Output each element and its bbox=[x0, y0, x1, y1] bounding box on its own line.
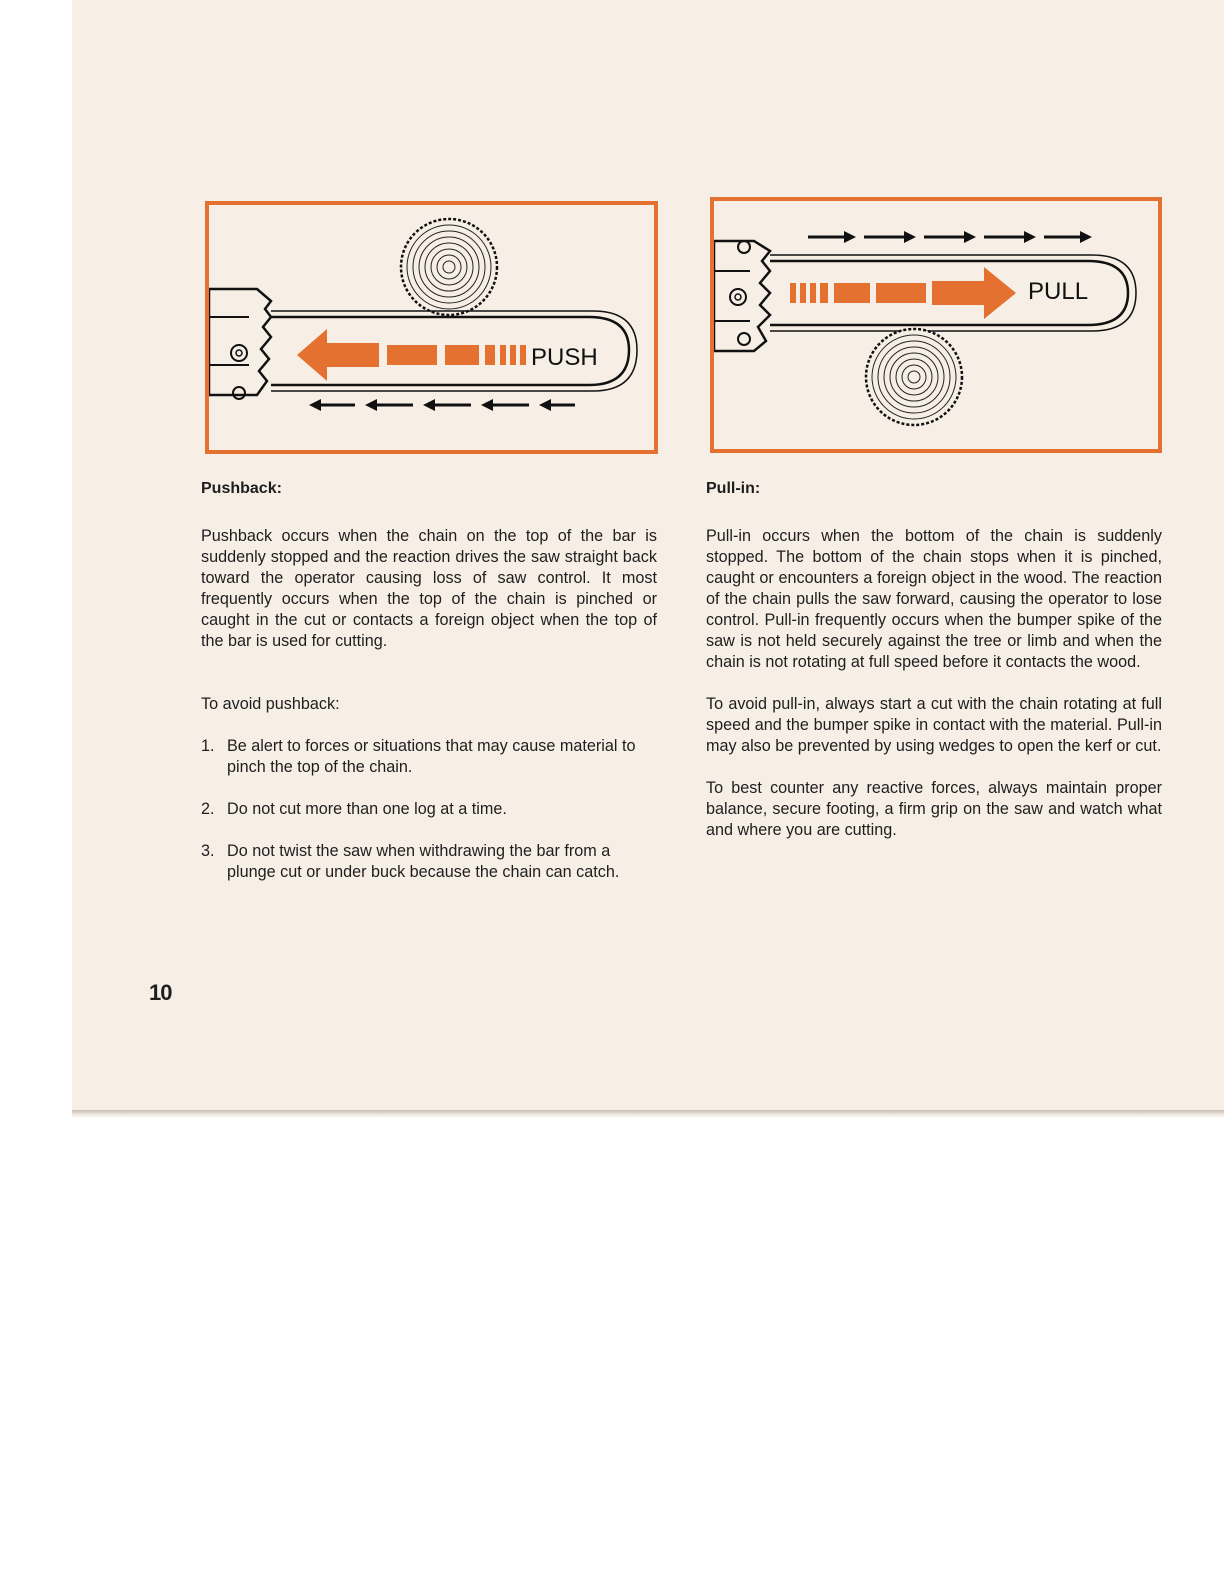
pushback-illustration bbox=[205, 201, 658, 454]
pushback-heading: Pushback: bbox=[201, 480, 282, 497]
list-item-number: 2. bbox=[201, 800, 215, 818]
list-item bbox=[201, 799, 657, 820]
page-number: 10 bbox=[149, 980, 172, 1005]
pushback-avoid-intro: To avoid pushback: bbox=[201, 695, 340, 713]
list-item bbox=[201, 841, 657, 883]
pushback-body: Pushback occurs when the chain on the top of the bar is suddenly stopped and the reaction drives the saw straight back toward the operator causing loss of saw control. It most frequently occurs when the top of the chain is pinched or caught in the cut or contacts a foreign object when the top of the bar is used for cutting. bbox=[201, 527, 657, 650]
list-item-number: 1. bbox=[201, 737, 215, 755]
chain-direction-arrows-icon bbox=[808, 231, 1092, 243]
push-label: PUSH bbox=[531, 344, 598, 371]
pull-label: PULL bbox=[1028, 278, 1089, 305]
pullin-counter: To best counter any reactive forces, always maintain proper balance, secure footing, a firm grip on the saw and watch what and where you are cutting. bbox=[706, 779, 1162, 839]
saw-body-icon bbox=[209, 289, 271, 399]
pullin-heading: Pull-in: bbox=[706, 480, 761, 497]
log-icon bbox=[401, 219, 497, 315]
list-item-text: Be alert to forces or situations that may cause material to pinch the top of the chain. bbox=[227, 737, 636, 776]
saw-body-icon bbox=[714, 241, 770, 351]
list-item-number: 3. bbox=[201, 842, 215, 860]
push-arrow-icon bbox=[297, 329, 526, 381]
pushback-diagram bbox=[209, 205, 654, 450]
page-edge bbox=[72, 1110, 1224, 1118]
list-item bbox=[201, 736, 657, 778]
pullin-avoid: To avoid pull-in, always start a cut with the chain rotating at full speed and the bumper spike in contact with the material. Pull-in may also be prevented by using wedges to open the kerf or cut. bbox=[706, 695, 1162, 755]
pullin-illustration bbox=[710, 197, 1162, 453]
list-item-text: Do not cut more than one log at a time. bbox=[227, 800, 507, 818]
pushback-section bbox=[201, 478, 657, 904]
pull-arrow-icon bbox=[790, 267, 1016, 319]
pullin-diagram bbox=[714, 201, 1158, 449]
log-icon bbox=[866, 329, 962, 425]
pullin-section bbox=[706, 478, 1162, 841]
pushback-avoid-list bbox=[201, 736, 657, 883]
list-item-text: Do not twist the saw when withdrawing the bar from a plunge cut or under buck because the chain can catch. bbox=[227, 842, 620, 881]
pullin-body: Pull-in occurs when the bottom of the chain is suddenly stopped. The bottom of the chain stops when it is pinched, caught or encounters a foreign object in the wood. The reaction of the chain pulls the saw forward, causing the operator to lose control. Pull-in frequently occurs when the bumper spike of the saw is not held securely against the tree or limb and when the chain is not rotating at full speed before it contacts the wood. bbox=[706, 527, 1162, 671]
chain-direction-arrows-icon bbox=[309, 399, 575, 411]
